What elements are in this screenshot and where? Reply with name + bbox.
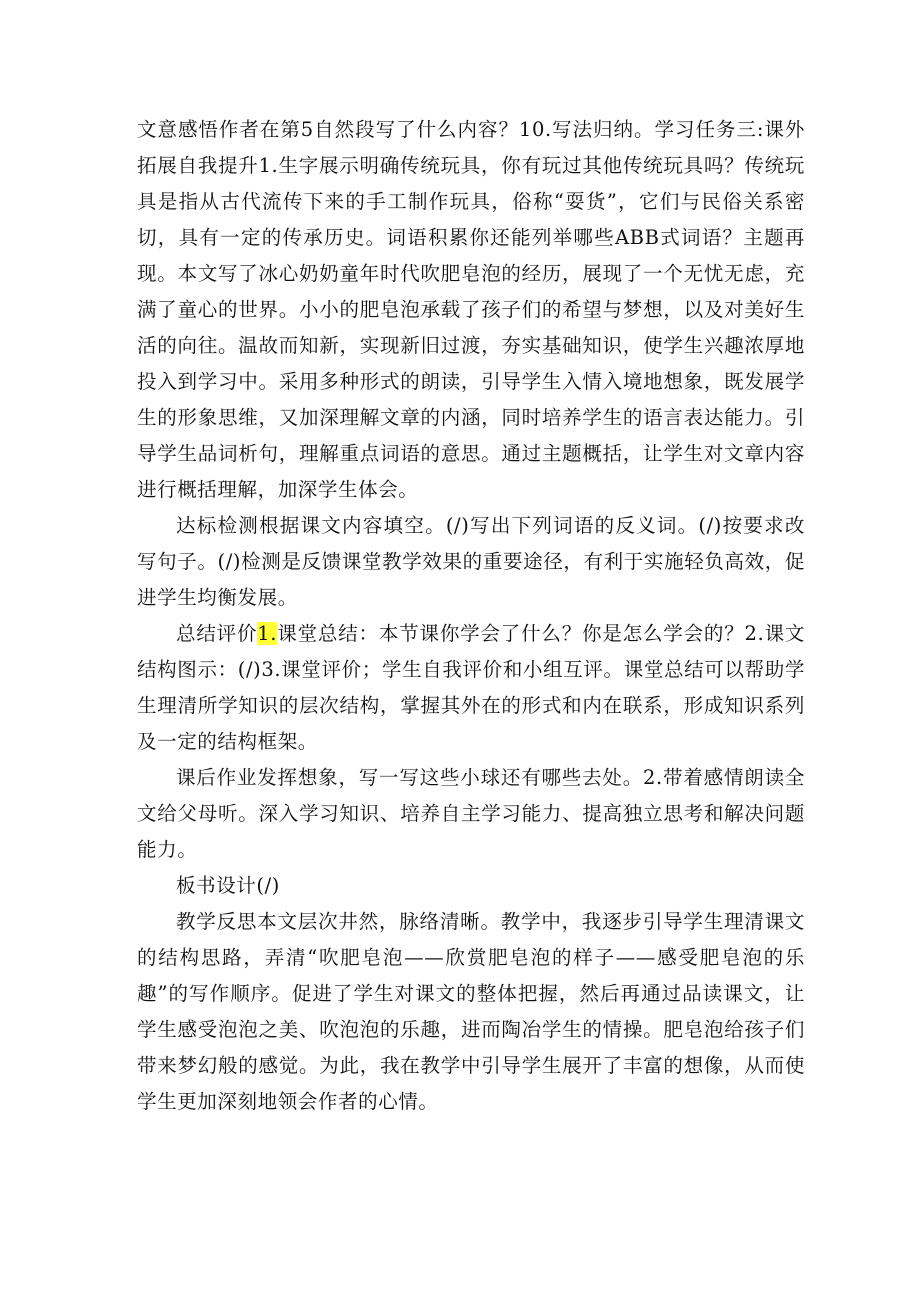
summary-lead: 总结评价 bbox=[176, 622, 258, 645]
paragraph-summary bbox=[137, 616, 805, 760]
highlighted-text: 1. bbox=[257, 622, 278, 645]
paragraph-homework: 课后作业发挥想象，写一写这些小球还有哪些去处。2.带着感情朗读全文给父母听。深入学习知识、培养自主学习能力、提高独立思考和解决问题能力。 bbox=[137, 766, 805, 861]
document-body bbox=[137, 112, 805, 1120]
paragraph-assessment: 达标检测根据课文内容填空。(/)写出下列词语的反义词。(/)按要求改写句子。(/)检测是反馈课堂教学效果的重要途径，有利于实施轻负高效，促进学生均衡发展。 bbox=[137, 514, 805, 609]
paragraph-board-design: 板书设计(/) bbox=[176, 874, 280, 897]
paragraph-continuation: 文意感悟作者在第5自然段写了什么内容？10.写法归纳。学习任务三:课外拓展自我提升1.生字展示明确传统玩具，你有玩过其他传统玩具吗？传统玩具是指从古代流传下来的手工制作玩具，俗称“耍货”，它们与民俗关系密切，具有一定的传承历史。词语积累你还能列举哪些ABB式词语？主题再现。本文写了冰心奶奶童年时代吹肥皂泡的经历，展现了一个无忧无虑，充满了童心的世界。小小的肥皂泡承载了孩子们的希望与梦想，以及对美好生活的向往。温故而知新，实现新旧过渡，夯实基础知识，使学生兴趣浓厚地投入到学习中。采用多种形式的朗读，引导学生入情入境地想象，既发展学生的形象思维，又加深理解文章的内涵，同时培养学生的语言表达能力。引导学生品词析句，理解重点词语的意思。通过主题概括，让学生对文章内容进行概括理解，加深学生体会。 bbox=[137, 118, 805, 501]
summary-rest: 课堂总结：本节课你学会了什么？你是怎么学会的？2.课文结构图示：(/)3.课堂评价；学生自我评价和小组互评。课堂总结可以帮助学生理清所学知识的层次结构，掌握其外在的形式和内在联系，形成知识系列及一定的结构框架。 bbox=[137, 622, 805, 753]
paragraph-reflection: 教学反思本文层次井然，脉络清晰。教学中，我逐步引导学生理清课文的结构思路，弄清“吹肥皂泡——欣赏肥皂泡的样子——感受肥皂泡的乐趣”的写作顺序。促进了学生对课文的整体把握，然后再通过品读课文，让学生感受泡泡之美、吹泡泡的乐趣，进而陶冶学生的情操。肥皂泡给孩子们带来梦幻般的感觉。为此，我在教学中引导学生展开了丰富的想像，从而使学生更加深刻地领会作者的心情。 bbox=[137, 910, 805, 1113]
